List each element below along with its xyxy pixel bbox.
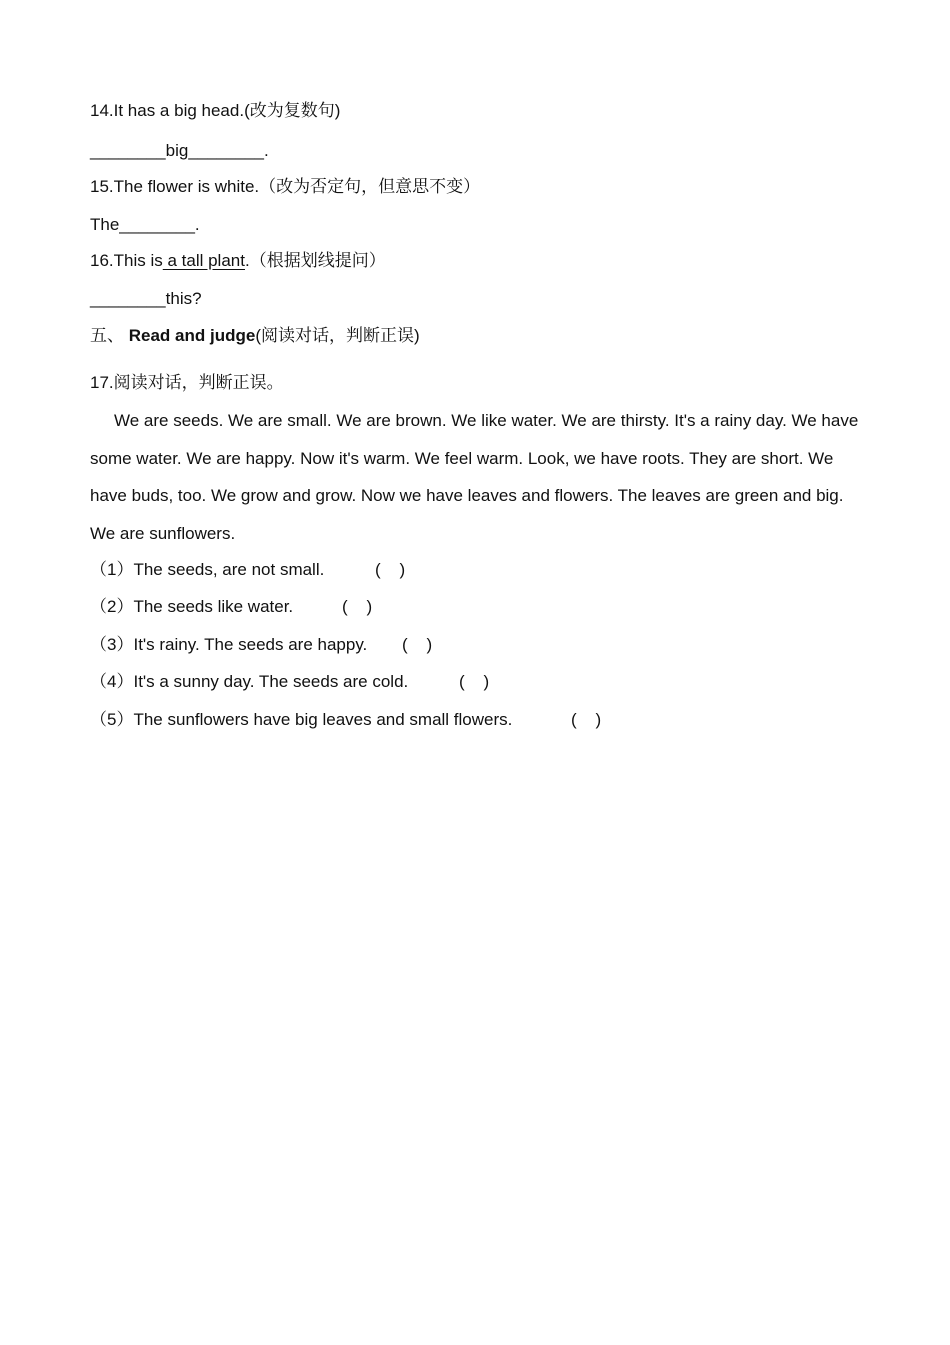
reading-passage: We are seeds. We are small. We are brown. We like water. We are thirsty. It's a rainy day. We have some water. We are happy. Now it's warm. We feel warm. Look, we have roots. They are short. We have buds, too. We grow and grow. Now we have leaves and flowers. The leaves are green and big. We are sunflowers. <box>90 411 859 543</box>
item-number: （2） <box>90 597 134 616</box>
q16-prompt-start: 16.This is <box>90 251 163 270</box>
q16-prompt <box>90 250 386 272</box>
item-number: （4） <box>90 672 134 691</box>
item-text: It's a sunny day. The seeds are cold. <box>133 672 409 691</box>
answer-bracket-4: ( ) <box>459 672 490 691</box>
judge-item-5 <box>90 709 512 731</box>
section-number: 五、 <box>90 326 124 345</box>
q16-answer-line: ________this? <box>90 289 202 308</box>
item-text: It's rainy. The seeds are happy. <box>133 635 368 654</box>
item-text: The seeds like water. <box>133 597 294 616</box>
judge-item-1 <box>90 559 324 581</box>
q16-underlined-phrase: a tall plant <box>162 251 245 270</box>
section-5-heading <box>90 325 420 347</box>
section-title: Read and judge <box>128 326 256 345</box>
answer-bracket-5: ( ) <box>571 710 602 729</box>
q15-prompt: 15.The flower is white.（改为否定句，但意思不变） <box>90 177 481 196</box>
q15-answer-line: The________. <box>90 215 200 234</box>
item-number: （5） <box>90 710 134 729</box>
item-text: The seeds, are not small. <box>133 560 325 579</box>
item-text: The sunflowers have big leaves and small flowers. <box>133 710 513 729</box>
q17-prompt: 17.阅读对话，判断正误。 <box>90 373 284 392</box>
q14-prompt: 14.It has a big head.(改为复数句) <box>90 101 341 120</box>
answer-bracket-3: ( ) <box>402 635 433 654</box>
answer-bracket-2: ( ) <box>342 597 373 616</box>
section-note: (阅读对话，判断正误) <box>255 326 420 345</box>
q14-answer-line: ________big________. <box>90 141 269 160</box>
answer-bracket-1: ( ) <box>375 560 406 579</box>
item-number: （3） <box>90 635 134 654</box>
judge-item-2 <box>90 596 293 618</box>
q16-prompt-end: .（根据划线提问） <box>244 251 386 270</box>
judge-item-3 <box>90 634 367 656</box>
item-number: （1） <box>90 560 134 579</box>
judge-item-4 <box>90 671 408 693</box>
